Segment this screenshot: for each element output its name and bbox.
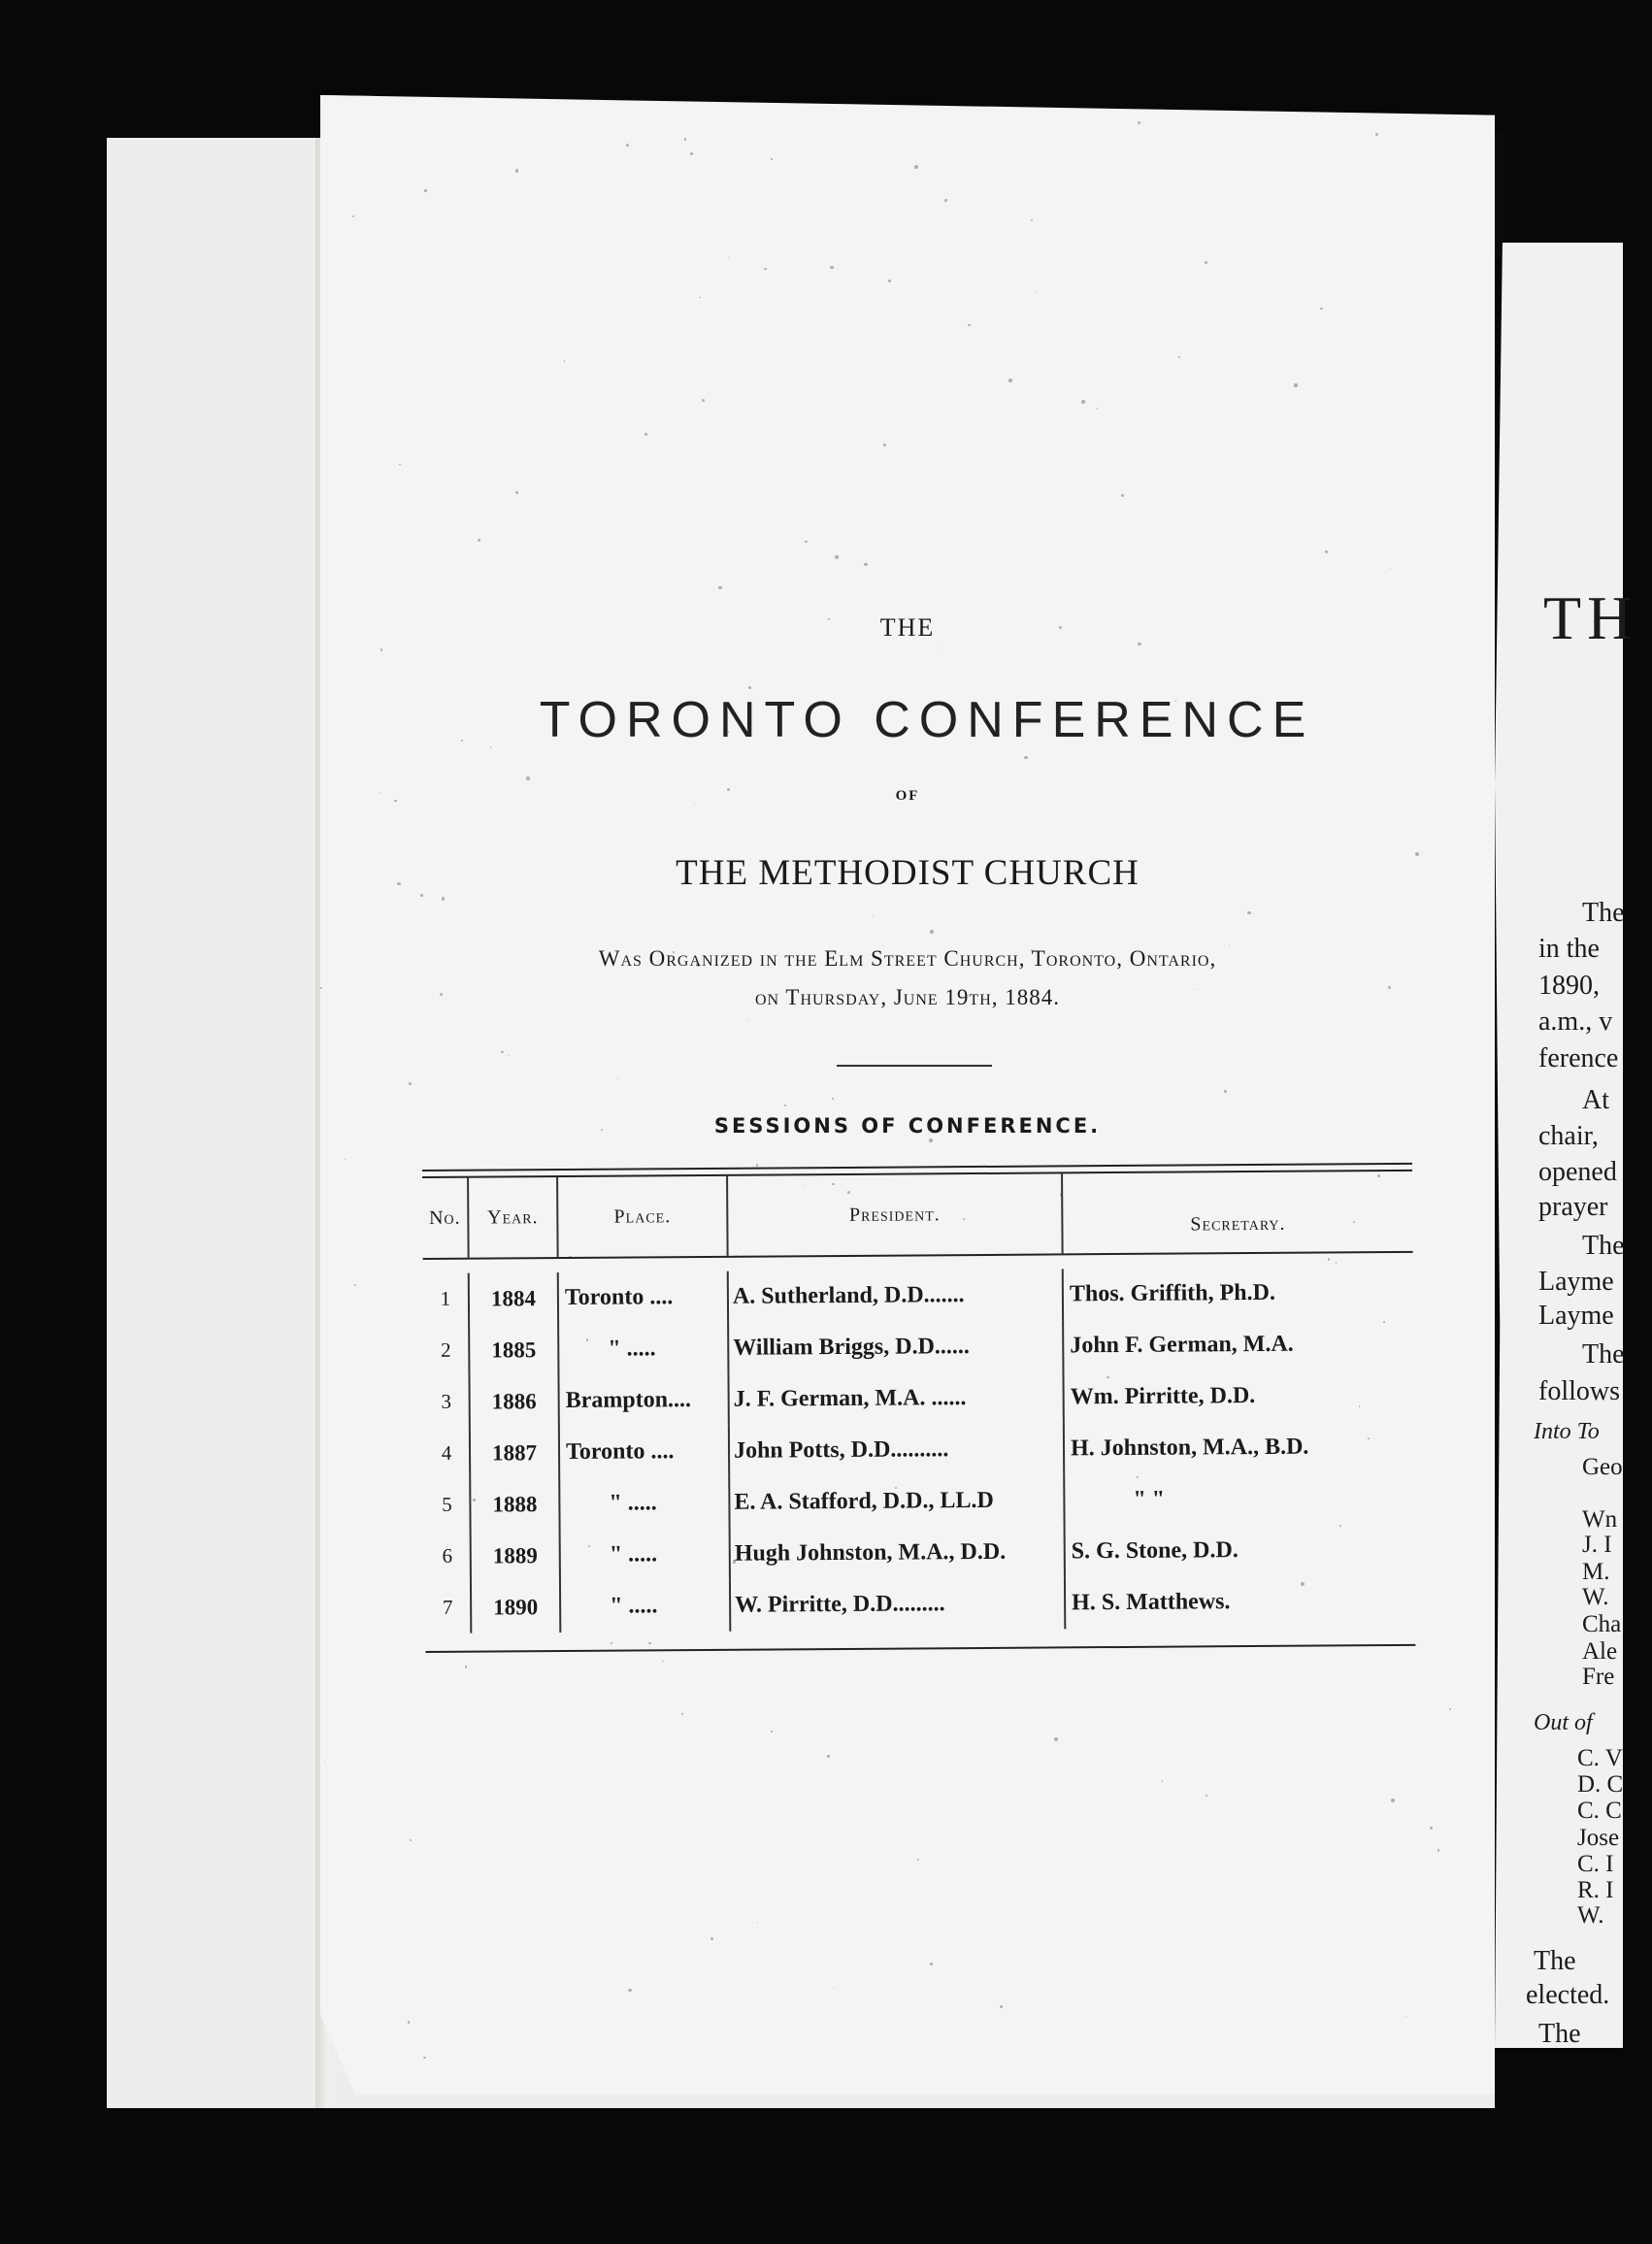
document-page: [320, 95, 1495, 2095]
sessions-table: [422, 1163, 1415, 1653]
paper-speck: [805, 541, 807, 543]
paper-speck: [834, 1988, 835, 1989]
right-page-line: Wn: [1582, 1506, 1618, 1533]
paper-speck: [511, 97, 512, 98]
right-page-line: Into To: [1534, 1419, 1600, 1444]
paper-speck: [710, 1937, 713, 1940]
table-row: [425, 1575, 1415, 1634]
table-header-row: [422, 1172, 1413, 1260]
cell-president: Hugh Johnston, M.A., D.D.: [731, 1526, 1066, 1579]
paper-speck: [1430, 1827, 1433, 1830]
paper-speck: [827, 1755, 829, 1757]
paper-speck: [1000, 2005, 1003, 2008]
paper-speck: [501, 1051, 503, 1053]
paper-speck: [509, 1055, 510, 1056]
right-page-line: The: [1534, 1946, 1576, 1976]
paper-speck: [1008, 379, 1012, 382]
right-page-line: Fre: [1582, 1664, 1615, 1690]
paper-speck: [1391, 1798, 1395, 1802]
cell-year: 1888: [471, 1478, 560, 1531]
paper-speck: [420, 894, 423, 897]
paper-speck: [1081, 400, 1085, 404]
right-page-line: C. V: [1577, 1745, 1623, 1771]
paper-speck: [1247, 911, 1251, 915]
paper-speck: [930, 1963, 933, 1965]
paper-speck: [771, 158, 773, 160]
paper-speck: [914, 165, 918, 169]
cell-year: 1889: [472, 1530, 561, 1582]
paper-speck: [883, 444, 886, 446]
right-page-line: opened: [1538, 1157, 1617, 1187]
paper-speck: [354, 1284, 356, 1286]
paper-speck: [771, 1731, 772, 1732]
right-page-line: elected.: [1526, 1980, 1610, 2010]
cell-place: " .....: [561, 1580, 731, 1633]
right-page-line: J. I: [1582, 1532, 1612, 1558]
paper-speck: [718, 586, 722, 590]
paper-speck: [662, 1661, 664, 1663]
cell-year: 1887: [471, 1427, 560, 1479]
cell-place: " .....: [560, 1477, 730, 1530]
paper-speck: [746, 1020, 747, 1021]
paper-speck: [1405, 2016, 1406, 2017]
paper-speck: [465, 1666, 467, 1667]
paper-speck: [930, 930, 934, 934]
header-year: Year.: [469, 1177, 559, 1258]
paper-speck: [1031, 219, 1033, 221]
paper-speck: [1294, 383, 1297, 386]
paper-speck: [728, 257, 729, 258]
paper-speck: [380, 648, 382, 650]
right-page-line: 1890,: [1538, 971, 1600, 1001]
table-row: [423, 1267, 1413, 1325]
paper-speck: [929, 1138, 932, 1141]
paper-speck: [1206, 1795, 1207, 1797]
paper-speck: [830, 266, 834, 270]
paper-speck: [888, 280, 891, 282]
right-page-line: M.: [1582, 1559, 1610, 1585]
paper-speck: [917, 1859, 919, 1861]
table-row: [425, 1524, 1415, 1582]
church-name: THE METHODIST CHURCH: [676, 853, 1140, 893]
table-row: [424, 1472, 1414, 1531]
paper-speck: [564, 360, 565, 361]
cell-secretary: " ": [1133, 1486, 1166, 1512]
right-page-line: C. C: [1577, 1798, 1622, 1824]
right-page-line: Layme: [1538, 1301, 1614, 1331]
paper-speck: [423, 2057, 425, 2059]
organized-line-2: on Thursday, June 19th, 1884.: [754, 985, 1061, 1009]
cell-secretary: Thos. Griffith, Ph.D.: [1069, 1279, 1276, 1307]
cell-place: Toronto ....: [559, 1271, 729, 1324]
cell-year: 1885: [470, 1324, 559, 1376]
header-secretary: Secretary.: [1190, 1212, 1286, 1236]
paper-speck: [873, 916, 874, 917]
paper-speck: [442, 897, 446, 901]
table-row: [423, 1318, 1413, 1376]
paper-speck: [1097, 408, 1099, 410]
cell-no: 1: [423, 1273, 470, 1325]
paper-speck: [1325, 550, 1328, 553]
paper-speck: [626, 144, 630, 148]
right-page-line: The: [1582, 1231, 1625, 1261]
header-no: No.: [422, 1178, 470, 1258]
cell-no: 3: [423, 1376, 470, 1428]
right-page-line: W.: [1582, 1584, 1609, 1610]
table-body: [423, 1253, 1416, 1653]
paper-speck: [515, 491, 518, 494]
paper-speck: [424, 189, 426, 191]
paper-speck: [864, 563, 868, 567]
paper-speck: [1054, 1737, 1058, 1741]
cell-no: 4: [424, 1428, 471, 1479]
cell-president: John Potts, D.D..........: [730, 1423, 1065, 1476]
paper-speck: [684, 138, 687, 141]
paper-speck: [1121, 494, 1124, 497]
organized-line-1: Was Organized in the Elm Street Church, Toronto, Ontario,: [598, 946, 1217, 971]
paper-speck: [784, 1105, 786, 1106]
right-page-heading: TH: [1543, 583, 1638, 652]
cell-no: 2: [423, 1325, 470, 1376]
table-row: [423, 1370, 1413, 1428]
right-page-line: The: [1582, 1339, 1625, 1370]
paper-speck: [617, 1078, 618, 1079]
right-page-line: a.m., v: [1538, 1006, 1613, 1037]
heading-the: THE: [879, 613, 936, 642]
paper-speck: [409, 1082, 412, 1085]
paper-speck: [1138, 643, 1140, 645]
paper-speck: [941, 647, 942, 648]
right-page-line: Jose: [1577, 1825, 1620, 1851]
paper-speck: [410, 1839, 412, 1841]
right-page-line: Cha: [1582, 1611, 1622, 1637]
paper-speck: [968, 324, 970, 326]
right-page-line: The: [1582, 898, 1625, 928]
paper-speck: [757, 1922, 758, 1923]
paper-speck: [1224, 1090, 1227, 1093]
cell-secretary: H. Johnston, M.A., B.D.: [1070, 1434, 1309, 1462]
paper-speck: [628, 1989, 631, 1992]
paper-speck: [526, 776, 529, 779]
paper-speck: [1375, 133, 1378, 136]
paper-speck: [748, 686, 751, 689]
paper-speck: [478, 539, 480, 542]
right-page-line: The: [1538, 2019, 1581, 2049]
cell-place: Brampton....: [559, 1374, 729, 1427]
paper-speck: [399, 464, 400, 465]
paper-speck: [756, 1164, 758, 1166]
cell-president: E. A. Stafford, D.D., LL.D: [730, 1474, 1065, 1528]
paper-speck: [764, 268, 767, 271]
paper-speck: [1162, 1780, 1163, 1781]
right-page-line: C. I: [1577, 1851, 1614, 1877]
divider: [837, 1065, 992, 1067]
right-page-line: Ale: [1582, 1638, 1618, 1665]
paper-speck: [832, 1098, 834, 1100]
cell-president: A. Sutherland, D.D.......: [729, 1269, 1064, 1322]
cell-no: 7: [425, 1582, 472, 1634]
right-page-line: follows: [1538, 1376, 1620, 1406]
cell-year: 1890: [472, 1581, 561, 1634]
paper-speck: [324, 1762, 326, 1764]
paper-speck: [408, 2021, 410, 2023]
paper-speck: [944, 199, 947, 202]
right-page-line: Out of: [1534, 1710, 1593, 1735]
right-page-line: D. C: [1577, 1771, 1624, 1798]
cell-place: " .....: [559, 1323, 729, 1375]
right-page-line: Geo: [1582, 1454, 1623, 1480]
cell-no: 6: [425, 1531, 472, 1582]
paper-speck: [690, 152, 693, 155]
right-page-line: prayer: [1538, 1192, 1608, 1222]
paper-speck: [644, 433, 647, 436]
paper-speck: [835, 555, 839, 559]
paper-speck: [1178, 356, 1180, 358]
paper-speck: [1320, 308, 1322, 310]
cell-year: 1886: [470, 1375, 559, 1428]
right-page-line: chair,: [1538, 1121, 1599, 1151]
paper-speck: [1449, 1708, 1451, 1710]
paper-speck: [699, 297, 700, 298]
cell-no: 5: [424, 1479, 471, 1531]
paper-speck: [1138, 121, 1140, 124]
header-president: President.: [728, 1173, 1064, 1255]
cell-place: " .....: [561, 1529, 731, 1581]
paper-speck: [515, 169, 518, 172]
right-page-line: R. I: [1577, 1877, 1614, 1903]
paper-speck: [1036, 292, 1037, 293]
paper-speck: [1229, 944, 1230, 945]
cell-year: 1884: [470, 1272, 559, 1325]
table-title: SESSIONS OF CONFERENCE.: [713, 1114, 1102, 1138]
paper-speck: [1390, 568, 1391, 569]
cell-secretary: Wm. Pirritte, D.D.: [1070, 1383, 1256, 1410]
paper-speck: [1024, 756, 1028, 760]
cell-president: William Briggs, D.D......: [729, 1320, 1064, 1373]
page-title: TORONTO CONFERENCE: [539, 692, 1315, 748]
right-page-line: W.: [1577, 1902, 1604, 1929]
paper-speck: [1205, 261, 1207, 264]
right-page-line: ference: [1538, 1043, 1619, 1073]
right-page-line: At: [1582, 1085, 1609, 1115]
table-row: [424, 1421, 1414, 1479]
paper-speck: [352, 215, 354, 217]
cell-secretary: S. G. Stone, D.D.: [1071, 1537, 1239, 1565]
paper-speck: [702, 399, 705, 402]
right-page-line: in the: [1538, 934, 1600, 964]
cell-secretary: H. S. Matthews.: [1072, 1589, 1231, 1616]
cell-place: Toronto ....: [560, 1426, 730, 1478]
paper-speck: [1437, 1849, 1439, 1851]
paper-speck: [345, 1159, 346, 1160]
heading-of: OF: [895, 788, 920, 804]
cell-president: J. F. German, M.A. ......: [729, 1371, 1064, 1425]
header-place: Place.: [558, 1176, 729, 1257]
right-page-line: Layme: [1538, 1267, 1614, 1297]
paper-speck: [681, 1713, 683, 1715]
cell-secretary: John F. German, M.A.: [1070, 1331, 1294, 1359]
cell-president: W. Pirritte, D.D.........: [731, 1577, 1066, 1631]
